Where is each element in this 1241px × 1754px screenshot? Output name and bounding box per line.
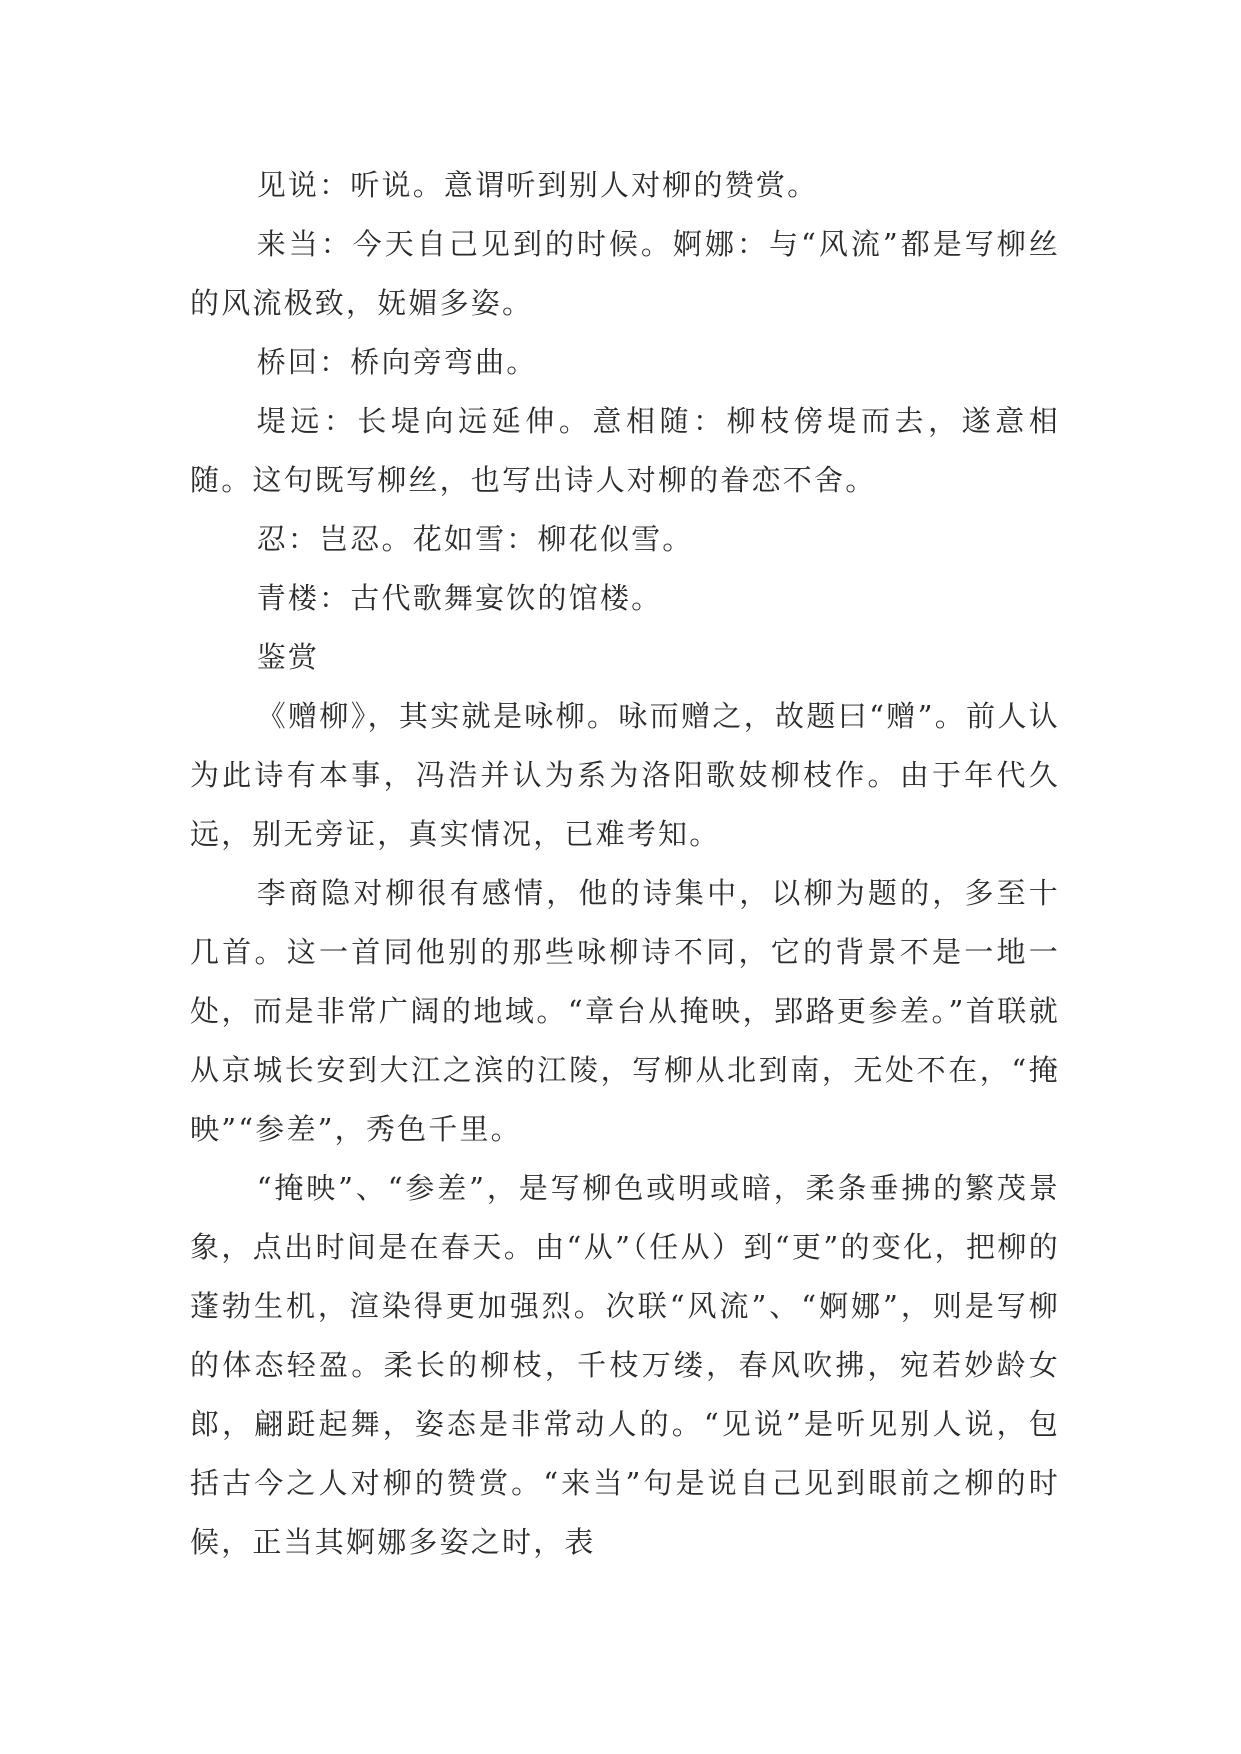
- appreciation-paragraph: “掩映”、“参差”，是写柳色或明或暗，柔条垂拂的繁茂景象，点出时间是在春天。由“从”（任从）到“更”的变化，把柳的蓬勃生机，渲染得更加强烈。次联“风流”、“婀娜”，则是写柳的体态轻盈。柔长的柳枝，千枝万缕，春风吹拂，宛若妙龄女郎，翩跹起舞，姿态是非常动人的。“见说”是听见别人说，包括古今之人对柳的赞赏。“来当”句是说自己见到眼前之柳的时候，正当其婀娜多姿之时，表: [190, 1171, 1060, 1559]
- annotation-ren: 忍：岂忍。花如雪：柳花似雪。: [256, 522, 694, 556]
- section-heading: 鉴赏: [256, 640, 320, 674]
- appreciation-paragraph: 《赠柳》，其实就是咏柳。咏而赠之，故题曰“赠”。前人认为此诗有本事，冯浩并认为系为洛阳歌妓柳枝作。由于年代久远，别无旁证，真实情况，已难考知。: [190, 699, 1060, 851]
- annotation-qiaohui: 桥回：桥向旁弯曲。: [256, 345, 538, 379]
- annotation-qinglou: 青楼：古代歌舞宴饮的馆楼。: [256, 581, 663, 615]
- document-body: [190, 156, 1060, 1572]
- annotation-diyuan: 堤远：长堤向远延伸。意相随：柳枝傍堤而去，遂意相随。这句既写柳丝，也写出诗人对柳的眷恋不舍。: [190, 404, 1060, 497]
- appreciation-paragraph: 李商隐对柳很有感情，他的诗集中，以柳为题的，多至十几首。这一首同他别的那些咏柳诗不同，它的背景不是一地一处，而是非常广阔的地域。“章台从掩映，郢路更参差。”首联就从京城长安到大江之滨的江陵，写柳从北到南，无处不在，“掩映”“参差”，秀色千里。: [190, 876, 1060, 1146]
- annotation-laidang: 来当：今天自己见到的时候。婀娜：与“风流”都是写柳丝的风流极致，妩媚多姿。: [190, 227, 1060, 320]
- annotation-jianshuo: 见说：听说。意谓听到别人对柳的赞赏。: [256, 168, 819, 202]
